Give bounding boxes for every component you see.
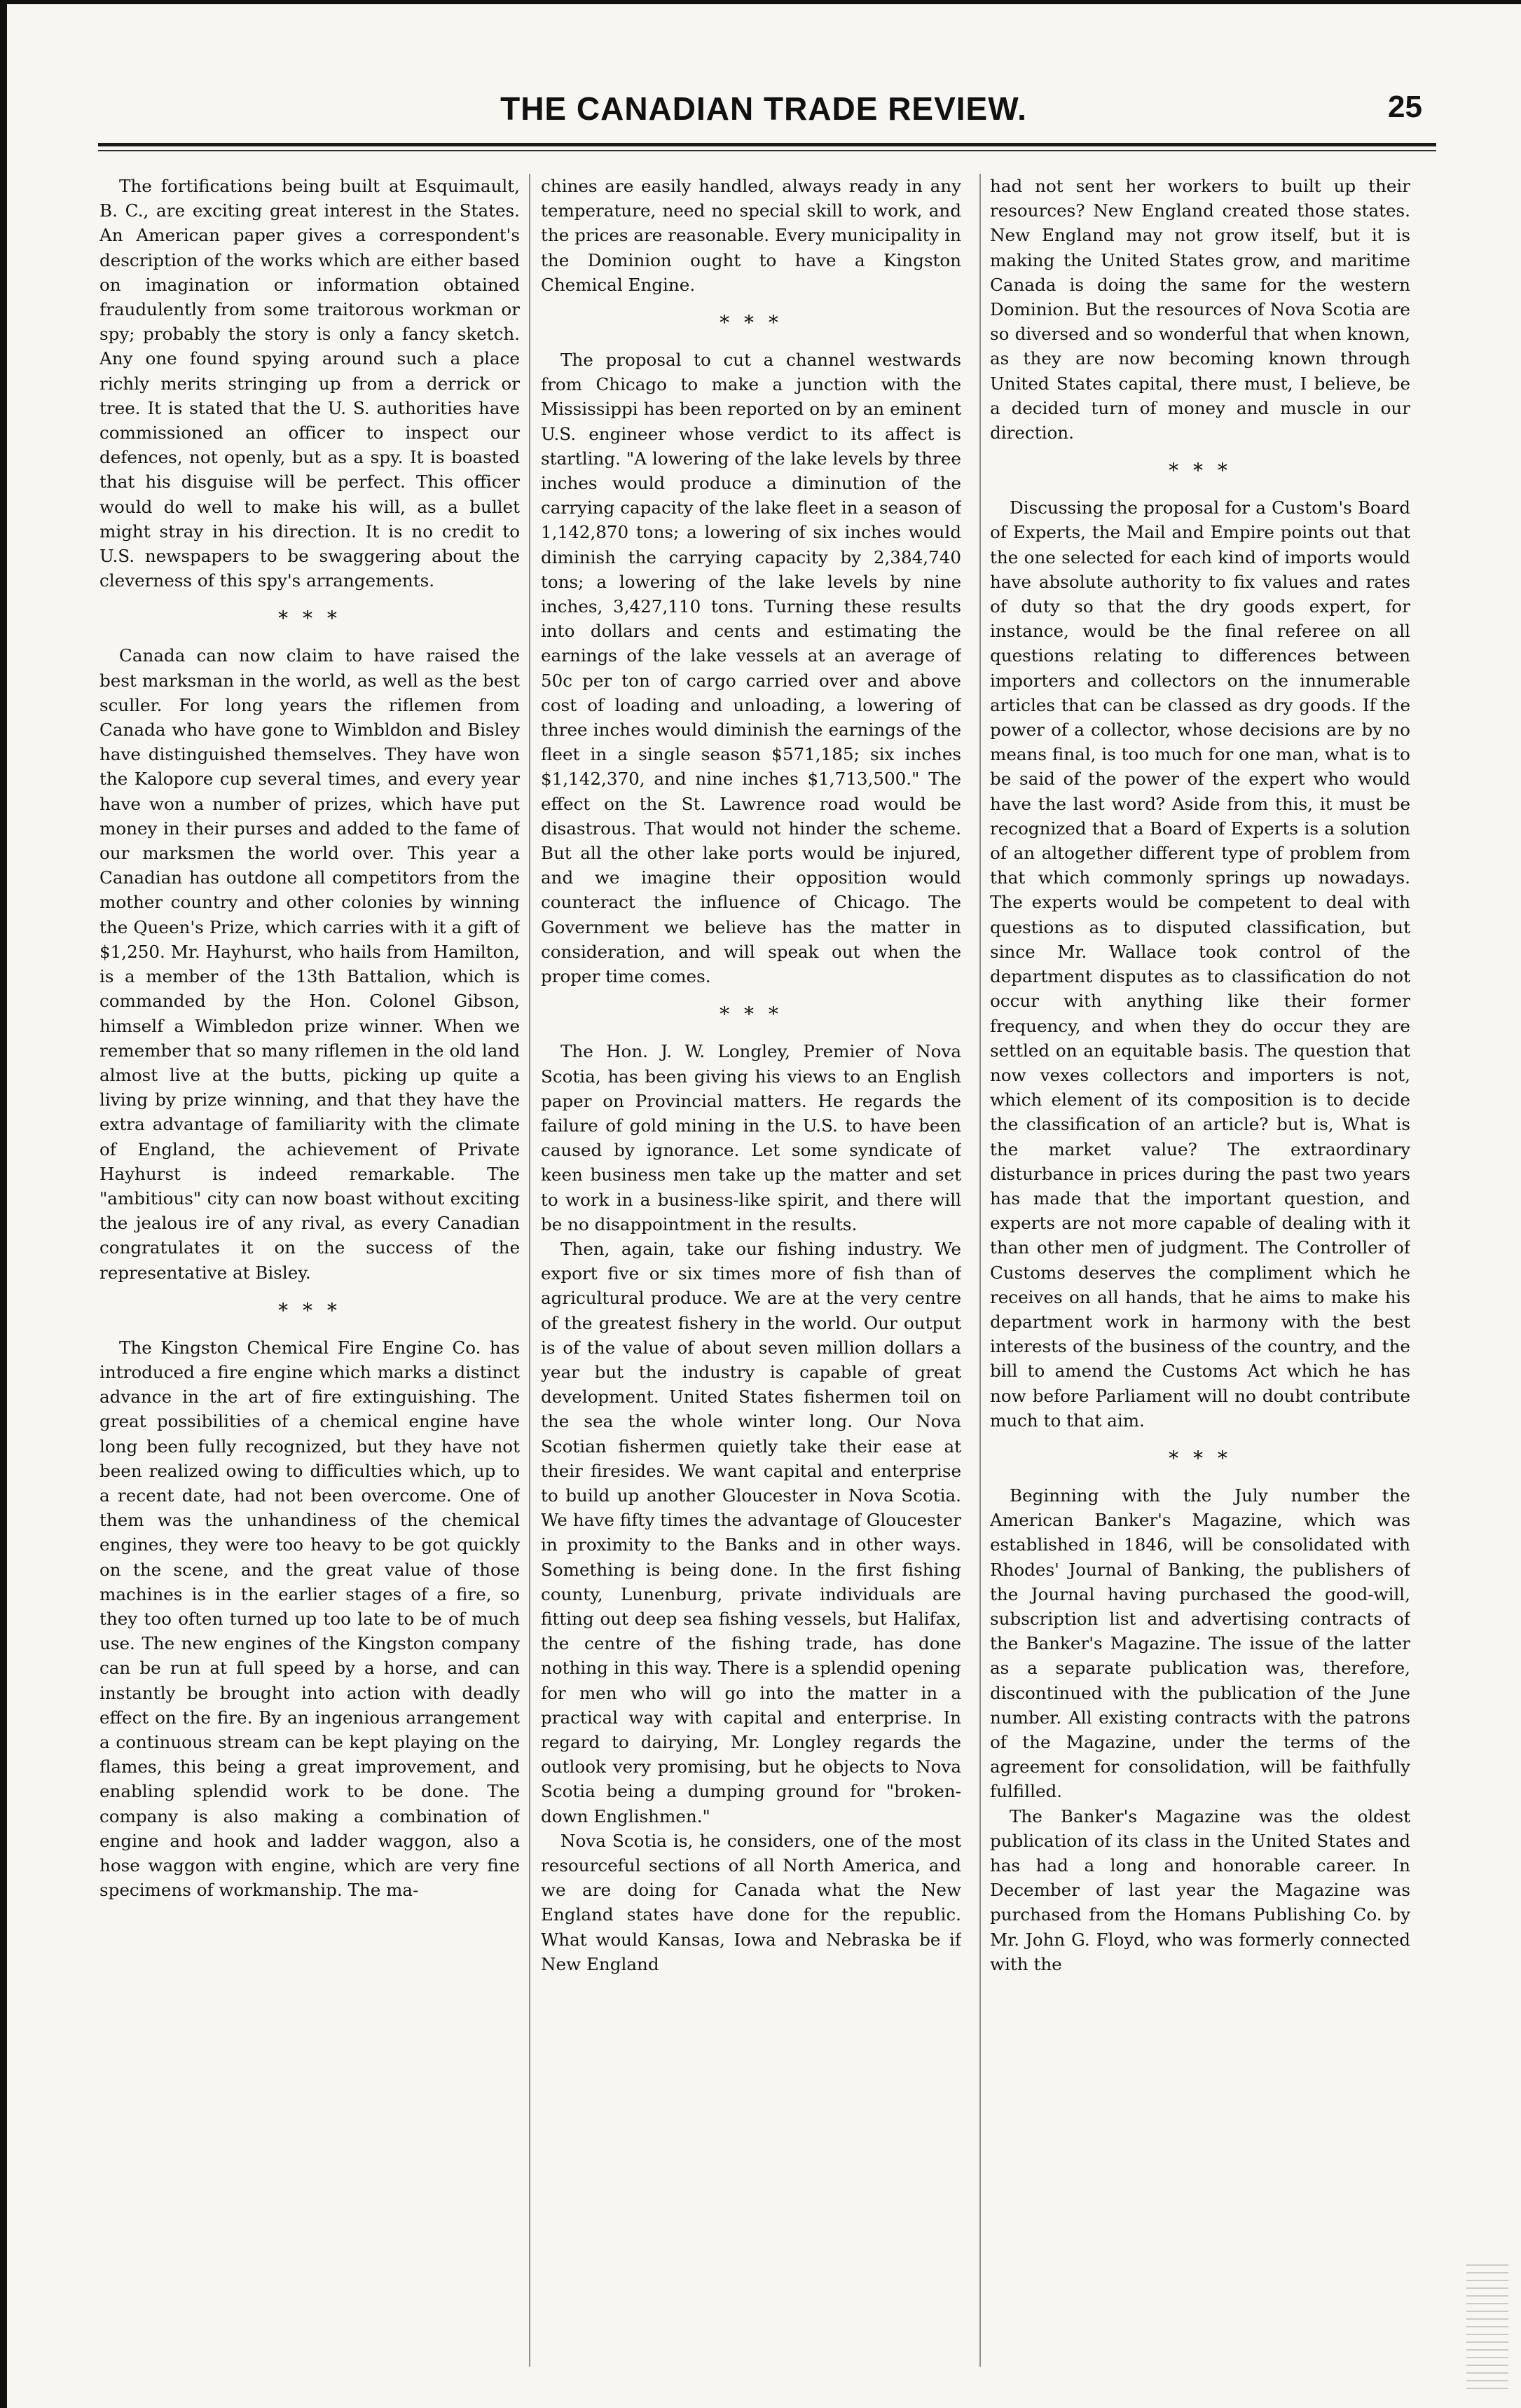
paragraph-bankers-magazine-history: The Banker's Magazine was the oldest publication of its class in the United States and has had a long and honorable career. In December of last year the Magazine was purchased from the Homans Publishing Co. by Mr. John G. Floyd, who was formerly connected with the: [990, 1805, 1410, 1974]
section-separator: * * *: [720, 1003, 783, 1026]
paragraph-chicago-channel: The proposal to cut a channel westwards from Chicago to make a junction with the Mississippi has been reported on by an eminent U.S. engineer whose verdict to its affect is startling. "A lowering of the lake levels by three inches would produce a diminution of the carrying capacity of the lake fleet in a season of 1,142,870 tons; a lowering of six inches would diminish the carrying capacity by 2,384,740 tons; a lowering of the lake levels by nine inches, 3,427,110 tons. Turning these results into dollars and cents and estimating the earnings of the lake vessels at an average of 50c per ton of cargo carried over and above cost of loading and unloading, a lowering of three inches would diminish the earnings of the fleet in a single season $571,185; six inches $1,142,370, and nine inches $1,713,500." The effect on the St. Lawrence road would be disastrous. That would not hinder the scheme. But all the other lake ports would be injured, and we imagine their opposition would counteract the influence of Chicago. The Government we believe has the matter in consideration, and will speak out when the proper time comes.: [541, 350, 961, 987]
section-separator: * * *: [1169, 459, 1232, 483]
paragraph-customs-board-experts: Discussing the proposal for a Custom's Board of Experts, the Mail and Empire points out that the one selected for each kind of imports would have absolute authority to fix values and rates of duty so that the dry goods expert, for instance, would be the final referee on all questions relating to differences between importers and collectors on the innumerable articles that can be classed as dry goods. If the power of a collector, whose decisions are by no means final, is too much for one man, what is to be said of the power of the expert who would have the last word? Aside from this, it must be recognized that a Board of Experts is a solution of an altogether different type of problem from that which commonly springs up nowadays. The experts would be competent to deal with questions as to disputed classification, but since Mr. Wallace took control of the department disputes as to classification do not occur with anything like their former frequency, and when they do occur they are settled on an equitable basis. The question that now vexes collectors and importers is not, which element of its composition is to decide the classification of an article? but is, What is the market value? The extraordinary disturbance in prices during the past two years has made that the important question, and experts are not more capable of dealing with it than other men of judgment. The Controller of Customs deserves the compliment which he receives on all hands, that he aims to make his department work in harmony with the best interests of the business of the country, and the bill to amend the Customs Act which he has now before Parliament will no doubt contribute much to that aim.: [990, 497, 1410, 1431]
section-separator: * * *: [720, 311, 783, 335]
page-edge-left: [0, 0, 7, 2408]
paragraph-bankers-magazine: Beginning with the July number the American Banker's Magazine, which was established in 1846, will be consolidated with Rhodes' Journal of Banking, the publishers of the Journal having purchased the good-will, subscription list and advertising contracts of the Banker's Magazine. The issue of the latter as a separate publication was, therefore, discontinued with the publication of the June number. All existing contracts with the patrons of the Magazine, under the terms of the agreement for consolidation, will be faithfully fulfilled.: [990, 1485, 1410, 1802]
publication-title: THE CANADIAN TRADE REVIEW.: [500, 90, 1027, 127]
article-column-3: [990, 174, 1410, 2353]
section-separator: * * *: [278, 607, 341, 631]
article-column-2: [541, 174, 961, 2353]
paragraph-longley-views: The Hon. J. W. Longley, Premier of Nova Scotia, has been giving his views to an English paper on Provincial matters. He regards the failure of gold mining in the U.S. to have been caused by ignorance. Let some syndicate of keen business men take up the matter and set to work in a business-like spirit, and there will be no disappointment in the results.: [541, 1041, 961, 1234]
column-divider-1: [529, 174, 530, 2367]
page-number: 25: [1388, 90, 1422, 124]
paragraph-esquimault-fortifications: The fortifications being built at Esquimault, B. C., are exciting great interest in the States. An American paper gives a correspondent's description of the works which are either based on imagination or information obtained fraudulently from some traitorous workman or spy; probably the story is only a fancy sketch. Any one found spying around such a place richly merits stringing up from a derrick or tree. It is stated that the U. S. authorities have commissioned an officer to inspect our defences, not openly, but as a spy. It is boasted that his disguise will be perfect. This officer would do well to make his will, as a bullet might stray in his direction. It is no credit to U.S. newspapers to be swaggering about the cleverness of this spy's arrangements.: [99, 176, 520, 591]
paragraph-fire-engine-continued: chines are easily handled, always ready in any temperature, need no special skill to work, and the prices are reasonable. Every municipality in the Dominion ought to have a Kingston Chemical Engine.: [541, 176, 961, 295]
scan-noise-mark: [1466, 2258, 1508, 2391]
paragraph-nova-scotia-resources: Nova Scotia is, he considers, one of the most resourceful sections of all North America, and we are doing for Canada what the New England states have done for the republic. What would Kansas, Iowa and Nebraska be if New England: [541, 1830, 961, 1974]
paragraph-fishing-industry: Then, again, take our fishing industry. We export five or six times more of fish than of agricultural produce. We are at the very centre of the greatest fishery in the world. Our output is of the value of about seven million dollars a year but the industry is capable of great development. United States fishermen toil on the sea the whole winter long. Our Nova Scotian fishermen quietly take their ease at their firesides. We want capital and enterprise to build up another Gloucester in Nova Scotia. We have fifty times the advantage of Gloucester in proximity to the Banks and in other ways. Something is being done. In the first fishing county, Lunenburg, private individuals are fitting out deep sea fishing vessels, but Halifax, the centre of the fishing trade, has done nothing in this way. There is a splendid opening for men who will go into the matter in a practical way with capital and enterprise. In regard to dairying, Mr. Longley regards the outlook very promising, but he objects to Nova Scotia being a dumping ground for "broken-down Englishmen.": [541, 1238, 961, 1826]
header-rule-thick: [98, 143, 1436, 146]
page-edge-top: [0, 0, 1521, 4]
section-separator: * * *: [278, 1298, 341, 1322]
paragraph-new-england-continued: had not sent her workers to built up their resources? New England created those states. New England may not grow itself, but it is making the United States grow, and maritime Canada is doing the same for the western Dominion. But the resources of Nova Scotia are so diversed and so wonderful that when known, as they are now becoming known through United States capital, there must, I believe, be a decided turn of money and muscle in our direction.: [990, 176, 1410, 443]
section-separator: * * *: [1169, 1446, 1232, 1470]
header-rule-thin: [98, 150, 1436, 151]
paragraph-kingston-fire-engine: The Kingston Chemical Fire Engine Co. has introduced a fire engine which marks a distinct advance in the art of fire extinguishing. The great possibilities of a chemical engine have long been fully recognized, but they have not been realized owing to difficulties which, up to a recent date, had not been overcome. One of them was the unhandiness of the chemical engines, they were too heavy to be got quickly on the scene, and the great value of those machines is in the earlier stages of a fire, so they too often turned up too late to be of much use. The new engines of the Kingston company can be run at full speed by a horse, and can instantly be brought into action with deadly effect on the fire. By an ingenious arrangement a continuous stream can be kept playing on the flames, this being a great improvement, and enabling splendid work to be done. The company is also making a combination of engine and hook and ladder waggon, also a hose waggon with engine, which are very fine specimens of workmanship. The ma-: [99, 1337, 520, 1901]
page-header: [98, 90, 1429, 146]
column-divider-2: [979, 174, 981, 2367]
paragraph-canadian-marksman: Canada can now claim to have raised the best marksman in the world, as well as the best sculler. For long years the riflemen from Canada who have gone to Wimbldon and Bisley have distinguished themselves. They have won the Kalopore cup several times, and every year have won a number of prizes, which have put money in their purses and added to the fame of our marksmen the world over. This year a Canadian has outdone all competitors from the mother country and other colonies by winning the Queen's Prize, which carries with it a gift of $1,250. Mr. Hayhurst, who hails from Hamilton, is a member of the 13th Battalion, which is commanded by the Hon. Colonel Gibson, himself a Wimbledon prize winner. When we remember that so many riflemen in the old land almost live at the butts, picking up quite a living by prize winning, and that they have the extra advantage of familiarity with the climate of England, the achievement of Private Hayhurst is indeed remarkable. The "ambitious" city can now boast without exciting the jealous ire of any rival, as every Canadian congratulates it on the success of the representative at Bisley.: [99, 645, 520, 1283]
article-column-1: [99, 174, 520, 2353]
